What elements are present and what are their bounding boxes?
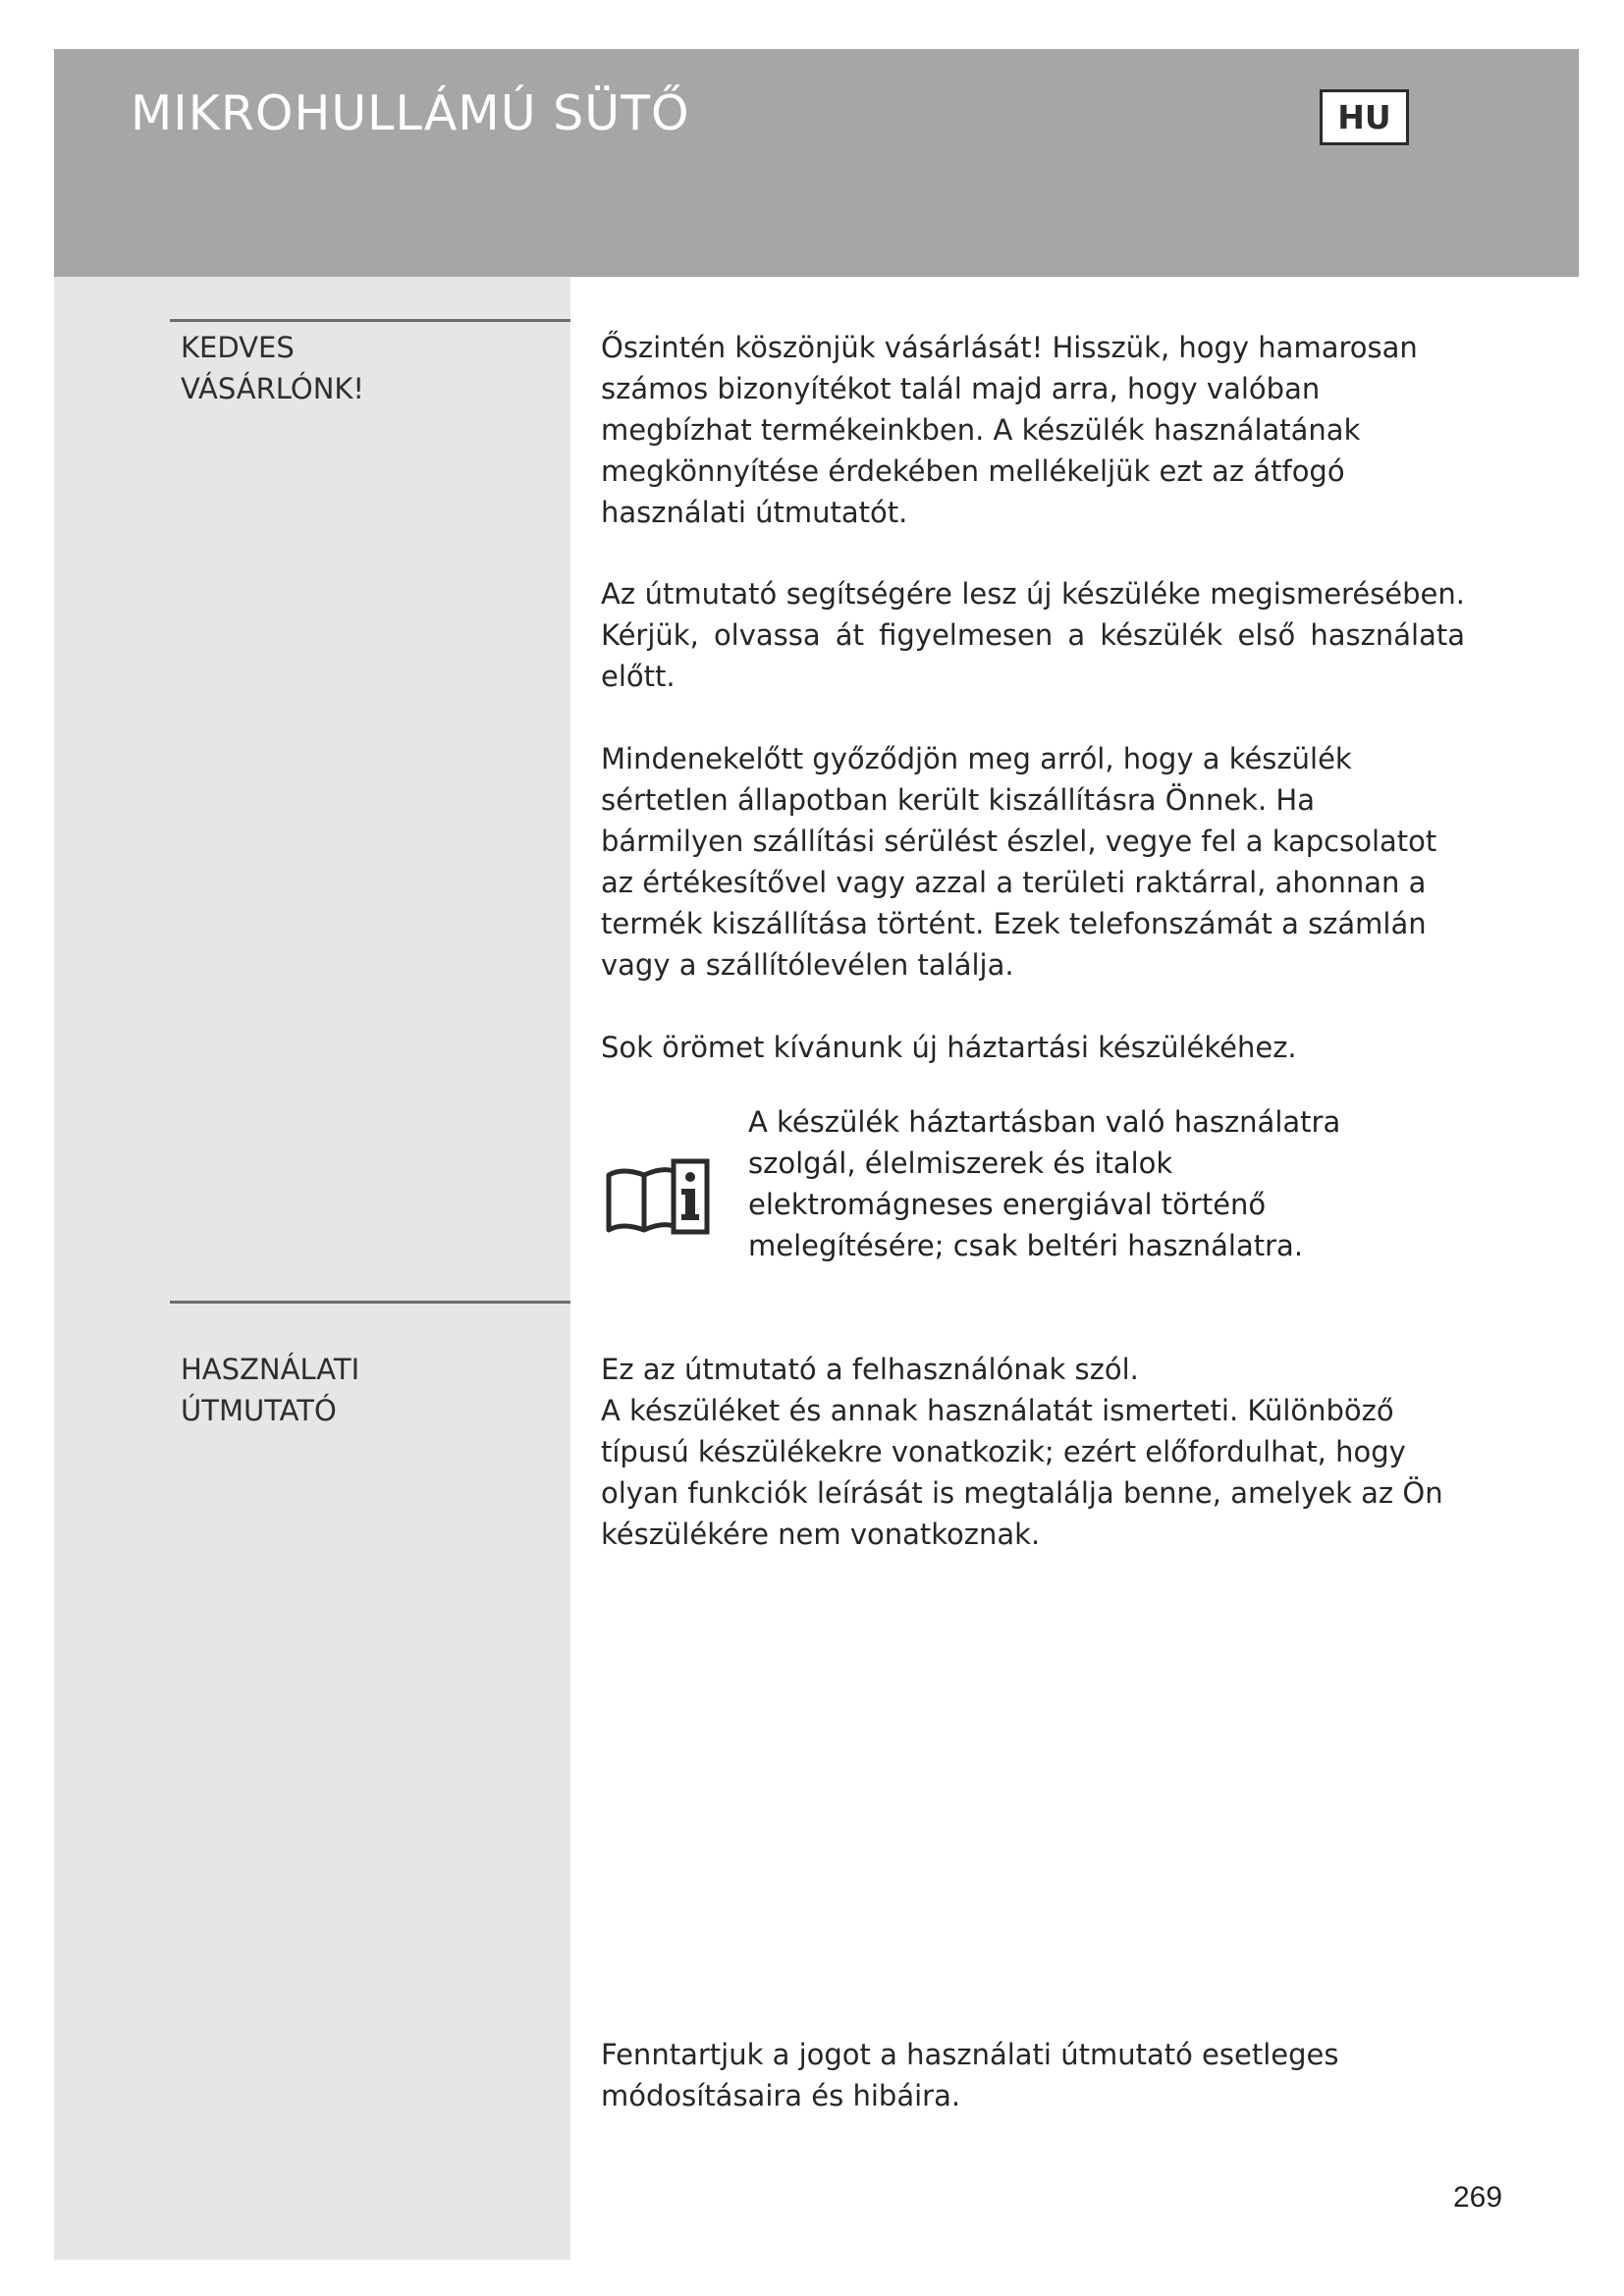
section-label-user-manual: HASZNÁLATI ÚTMUTATÓ bbox=[181, 1353, 360, 1427]
section-divider bbox=[170, 319, 570, 322]
page-title: MIKROHULLÁMÚ SÜTŐ bbox=[131, 85, 690, 141]
section-label-dear-customer: KEDVES VÁSÁRLÓNK! bbox=[181, 331, 365, 405]
disclaimer-paragraph: Fenntartjuk a jogot a használati útmutató esetleges módosításaira és hibáira. bbox=[601, 2038, 1339, 2112]
manual-paragraph: Ez az útmutató a felhasználónak szól. A készüléket és annak használatát ismerteti. Különböző típusú készülékekre vonatkozik; ezért előfordulhat, hogy olyan funkciók leírását is megtalálja benne, amelyek az Ön készülékére nem vonatkoznak. bbox=[601, 1353, 1443, 1551]
intro-paragraph-4: Sok örömet kívánunk új háztartási készülékéhez. bbox=[601, 1031, 1297, 1064]
page-number: 269 bbox=[1453, 2181, 1503, 2214]
info-note-text: A készülék háztartásban való használatra szolgál, élelmiszerek és italok elektromágneses energiával történő melegítésére; csak beltéri használatra. bbox=[748, 1105, 1341, 1262]
intro-paragraph-1: Őszintén köszönjük vásárlását! Hisszük, hogy hamarosan számos bizonyítékot talál majd arra, hogy valóban megbízhat termékeinkben. A készülék használatának megkönnyítése érdekében mellékeljük ezt az átfogó használati útmutatót. bbox=[601, 331, 1418, 529]
manual-info-icon bbox=[603, 1155, 713, 1238]
section-divider bbox=[170, 1301, 570, 1304]
intro-paragraph-3: Mindenekelőtt győződjön meg arról, hogy a készülék sértetlen állapotban került kiszállításra Önnek. Ha bármilyen szállítási sérülést észlel, vegye fel a kapcsolatot az értékesítővel vagy azzal a területi raktárral, ahonnan a termék kiszállítása történt. Ezek telefonszámát a számlán vagy a szállítólevélen találja. bbox=[601, 742, 1437, 982]
language-badge: HU bbox=[1320, 89, 1409, 145]
intro-paragraph-2: Az útmutató segítségére lesz új készüléke megismerésében. Kérjük, olvassa át figyelmesen a készülék első használata előtt. bbox=[601, 577, 1465, 693]
sidebar bbox=[54, 277, 570, 2260]
page-header bbox=[54, 49, 1579, 277]
